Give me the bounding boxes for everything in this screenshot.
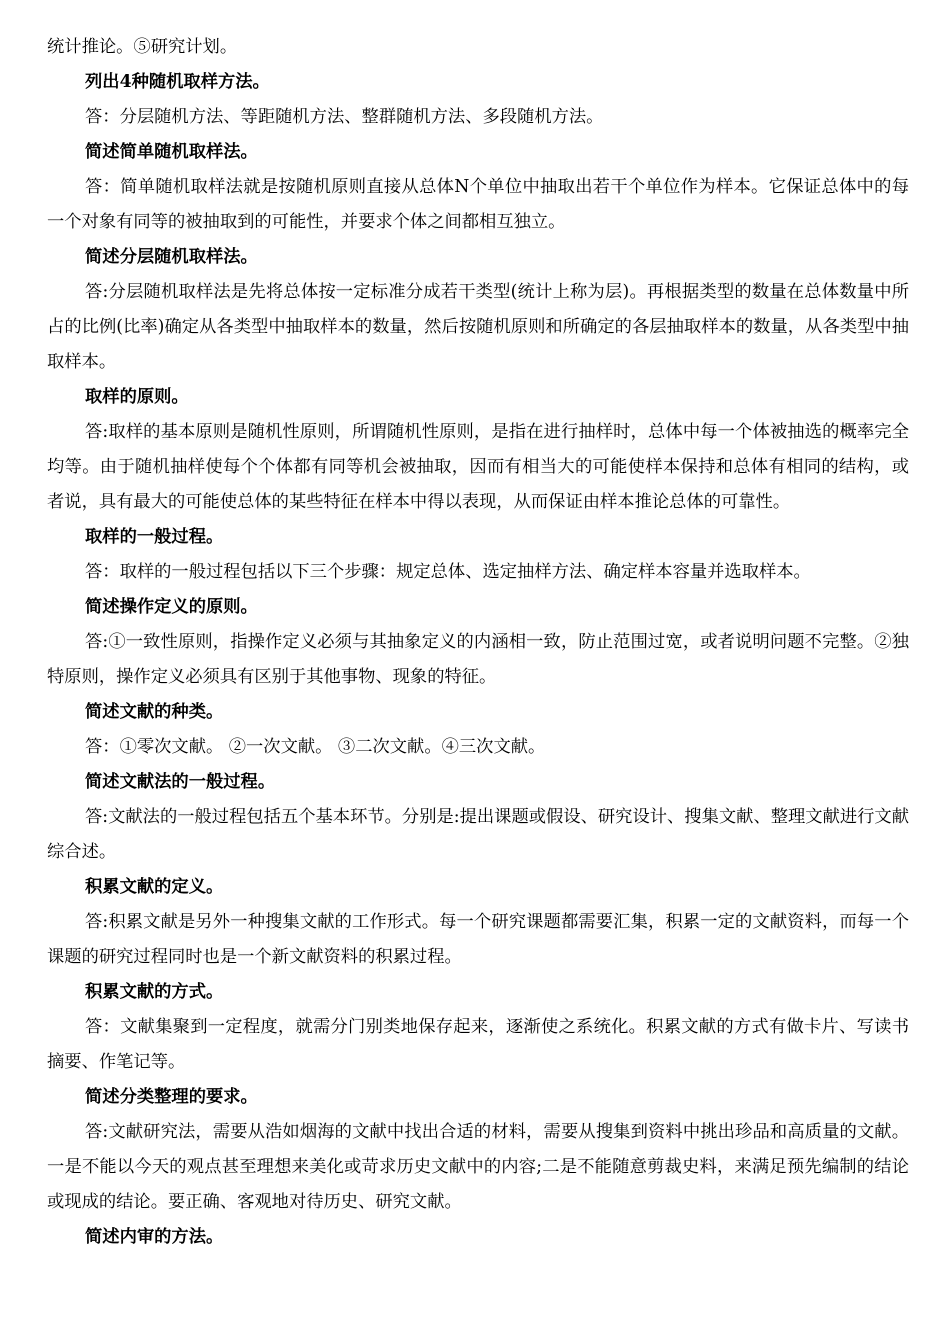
answer-paragraph: 答：①零次文献。 ②一次文献。 ③二次文献。④三次文献。 bbox=[85, 737, 546, 757]
question-heading: 简述文献法的一般过程。 bbox=[85, 772, 276, 792]
question-heading: 取样的一般过程。 bbox=[85, 527, 224, 547]
answer-paragraph: 答：简单随机取样法就是按随机原则直接从总体N个单位中抽取出若干个单位作为样本。它保证总体中的每一个对象有同等的被抽取到的可能性，并要求个体之间都相互独立。 bbox=[47, 177, 909, 232]
answer-paragraph: 答:文献研究法，需要从浩如烟海的文献中找出合适的材料，需要从搜集到资料中挑出珍品和高质量的文献。一是不能以今天的观点甚至理想来美化或苛求历史文献中的内容;二是不能随意剪裁史料，来满足预先编制的结论或现成的结论。要正确、客观地对待历史、研究文献。 bbox=[47, 1122, 909, 1212]
question-heading: 积累文献的定义。 bbox=[85, 877, 224, 897]
question-heading: 列出4种随机取样方法。 bbox=[85, 72, 270, 92]
question-heading: 简述内审的方法。 bbox=[85, 1227, 224, 1247]
answer-paragraph: 答:文献法的一般过程包括五个基本环节。分别是:提出课题或假设、研究设计、搜集文献、整理文献进行文献综合述。 bbox=[47, 807, 909, 862]
answer-paragraph: 答:取样的基本原则是随机性原则，所谓随机性原则，是指在进行抽样时，总体中每一个体被抽选的概率完全均等。由于随机抽样使每个个体都有同等机会被抽取，因而有相当大的可能使样本保持和总体有相同的结构，或者说，具有最大的可能使总体的某些特征在样本中得以表现，从而保证由样本推论总体的可靠性。 bbox=[47, 422, 909, 512]
question-heading: 简述简单随机取样法。 bbox=[85, 142, 258, 162]
continuation-text: 统计推论。⑤研究计划。 bbox=[47, 37, 238, 57]
answer-paragraph: 答:积累文献是另外一种搜集文献的工作形式。每一个研究课题都需要汇集，积累一定的文献资料，而每一个课题的研究过程同时也是一个新文献资料的积累过程。 bbox=[47, 912, 909, 967]
question-heading: 取样的原则。 bbox=[85, 387, 189, 407]
document-page bbox=[47, 30, 909, 1255]
answer-paragraph: 答:分层随机取样法是先将总体按一定标准分成若干类型(统计上称为层)。再根据类型的数量在总体数量中所占的比例(比率)确定从各类型中抽取样本的数量，然后按随机原则和所确定的各层抽取样本的数量，从各类型中抽取样本。 bbox=[47, 282, 909, 372]
question-heading: 简述分类整理的要求。 bbox=[85, 1087, 258, 1107]
answer-paragraph: 答：分层随机方法、等距随机方法、整群随机方法、多段随机方法。 bbox=[85, 107, 604, 127]
question-heading: 简述操作定义的原则。 bbox=[85, 597, 258, 617]
question-heading: 积累文献的方式。 bbox=[85, 982, 224, 1002]
question-heading: 简述文献的种类。 bbox=[85, 702, 224, 722]
answer-paragraph: 答：文献集聚到一定程度，就需分门别类地保存起来，逐渐使之系统化。积累文献的方式有做卡片、写读书摘要、作笔记等。 bbox=[47, 1017, 909, 1072]
question-heading: 简述分层随机取样法。 bbox=[85, 247, 258, 267]
answer-paragraph: 答：取样的一般过程包括以下三个步骤：规定总体、选定抽样方法、确定样本容量并选取样本。 bbox=[85, 562, 811, 582]
answer-paragraph: 答:①一致性原则，指操作定义必须与其抽象定义的内涵相一致，防止范围过宽，或者说明问题不完整。②独特原则，操作定义必须具有区别于其他事物、现象的特征。 bbox=[47, 632, 909, 687]
